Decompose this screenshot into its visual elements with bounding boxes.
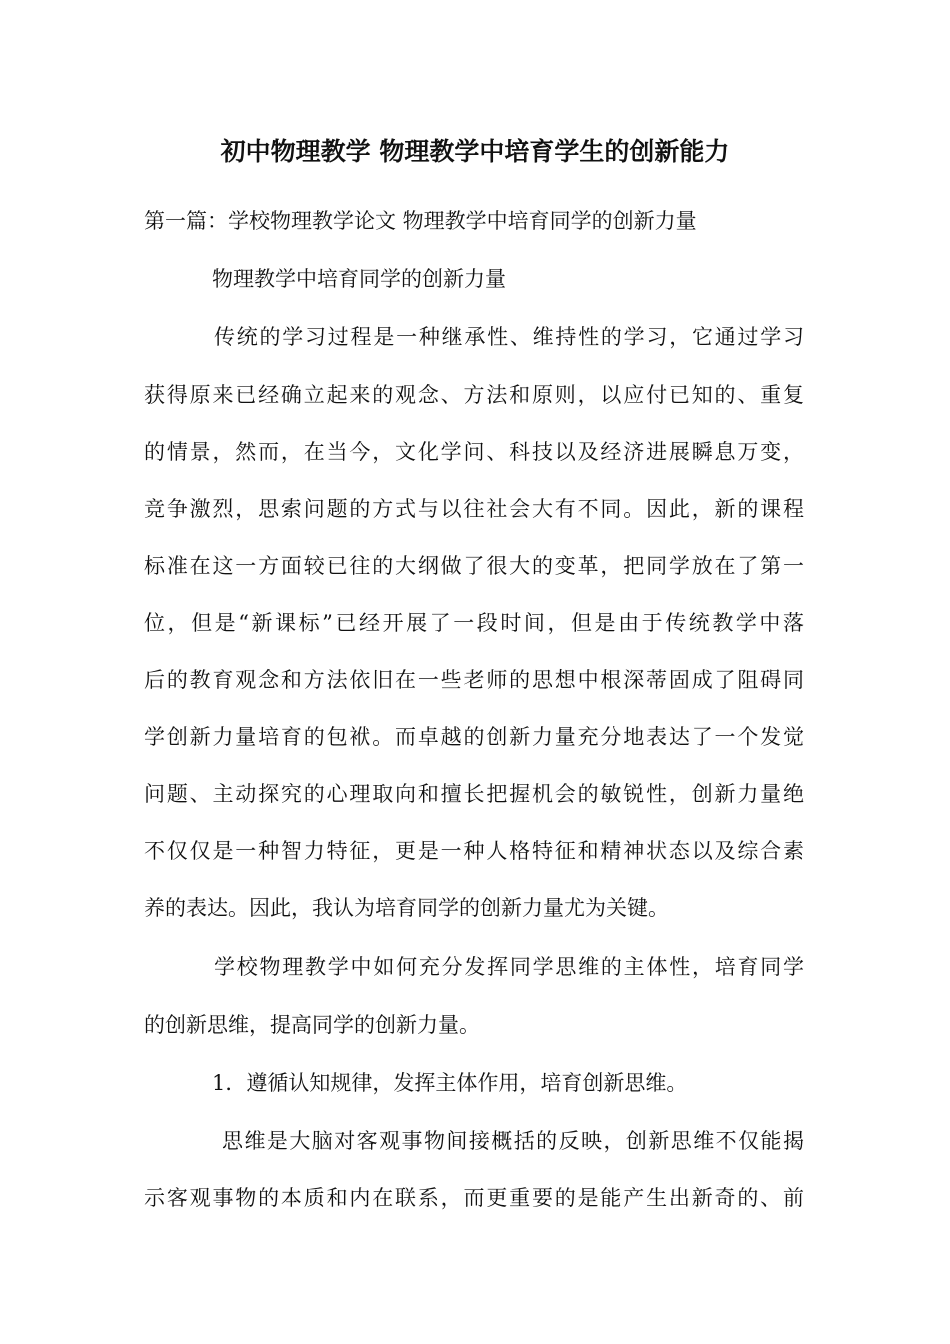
paragraph-line: 传统的学习过程是一种继承性、维持性的学习，它通过学习 [214, 325, 804, 349]
article-subheading: 物理教学中培育同学的创新力量 [212, 267, 506, 291]
paragraph-line: 后的教育观念和方法依旧在一些老师的思想中根深蒂固成了阻碍同 [144, 668, 804, 692]
paragraph-line: 示客观事物的本质和内在联系，而更重要的是能产生出新奇的、前 [144, 1186, 804, 1210]
paragraph-line: 位，但是“新课标”已经开展了一段时间，但是由于传统教学中落 [144, 611, 804, 635]
paragraph-line: 的情景，然而，在当今，文化学问、科技以及经济进展瞬息万变， [144, 440, 804, 464]
paragraph-line: 养的表达。因此，我认为培育同学的创新力量尤为关键。 [144, 896, 669, 920]
paragraph-line: 学创新力量培育的包袱。而卓越的创新力量充分地表达了一个发觉 [144, 725, 804, 749]
paragraph-line: 获得原来已经确立起来的观念、方法和原则，以应付已知的、重复 [144, 383, 804, 407]
paragraph-line: 竞争激烈，思索问题的方式与以往社会大有不同。因此，新的课程 [144, 497, 804, 521]
paragraph-line: 标准在这一方面较已往的大纲做了很大的变革，把同学放在了第一 [144, 554, 804, 578]
paragraph-line: 学校物理教学中如何充分发挥同学思维的主体性，培育同学 [214, 955, 804, 979]
numbered-section-heading: 1．遵循认知规律，发挥主体作用，培育创新思维。 [212, 1071, 688, 1095]
paragraph-line: 的创新思维，提高同学的创新力量。 [144, 1013, 480, 1037]
paragraph-line: 不仅仅是一种智力特征，更是一种人格特征和精神状态以及综合素 [144, 839, 804, 863]
document-title: 初中物理教学 物理教学中培育学生的创新能力 [220, 137, 730, 166]
paragraph-line: 思维是大脑对客观事物间接概括的反映，创新思维不仅能揭 [222, 1129, 804, 1153]
section-heading: 第一篇：学校物理教学论文 物理教学中培育同学的创新力量 [144, 209, 697, 233]
paragraph-line: 问题、主动探究的心理取向和擅长把握机会的敏锐性，创新力量绝 [144, 782, 804, 806]
